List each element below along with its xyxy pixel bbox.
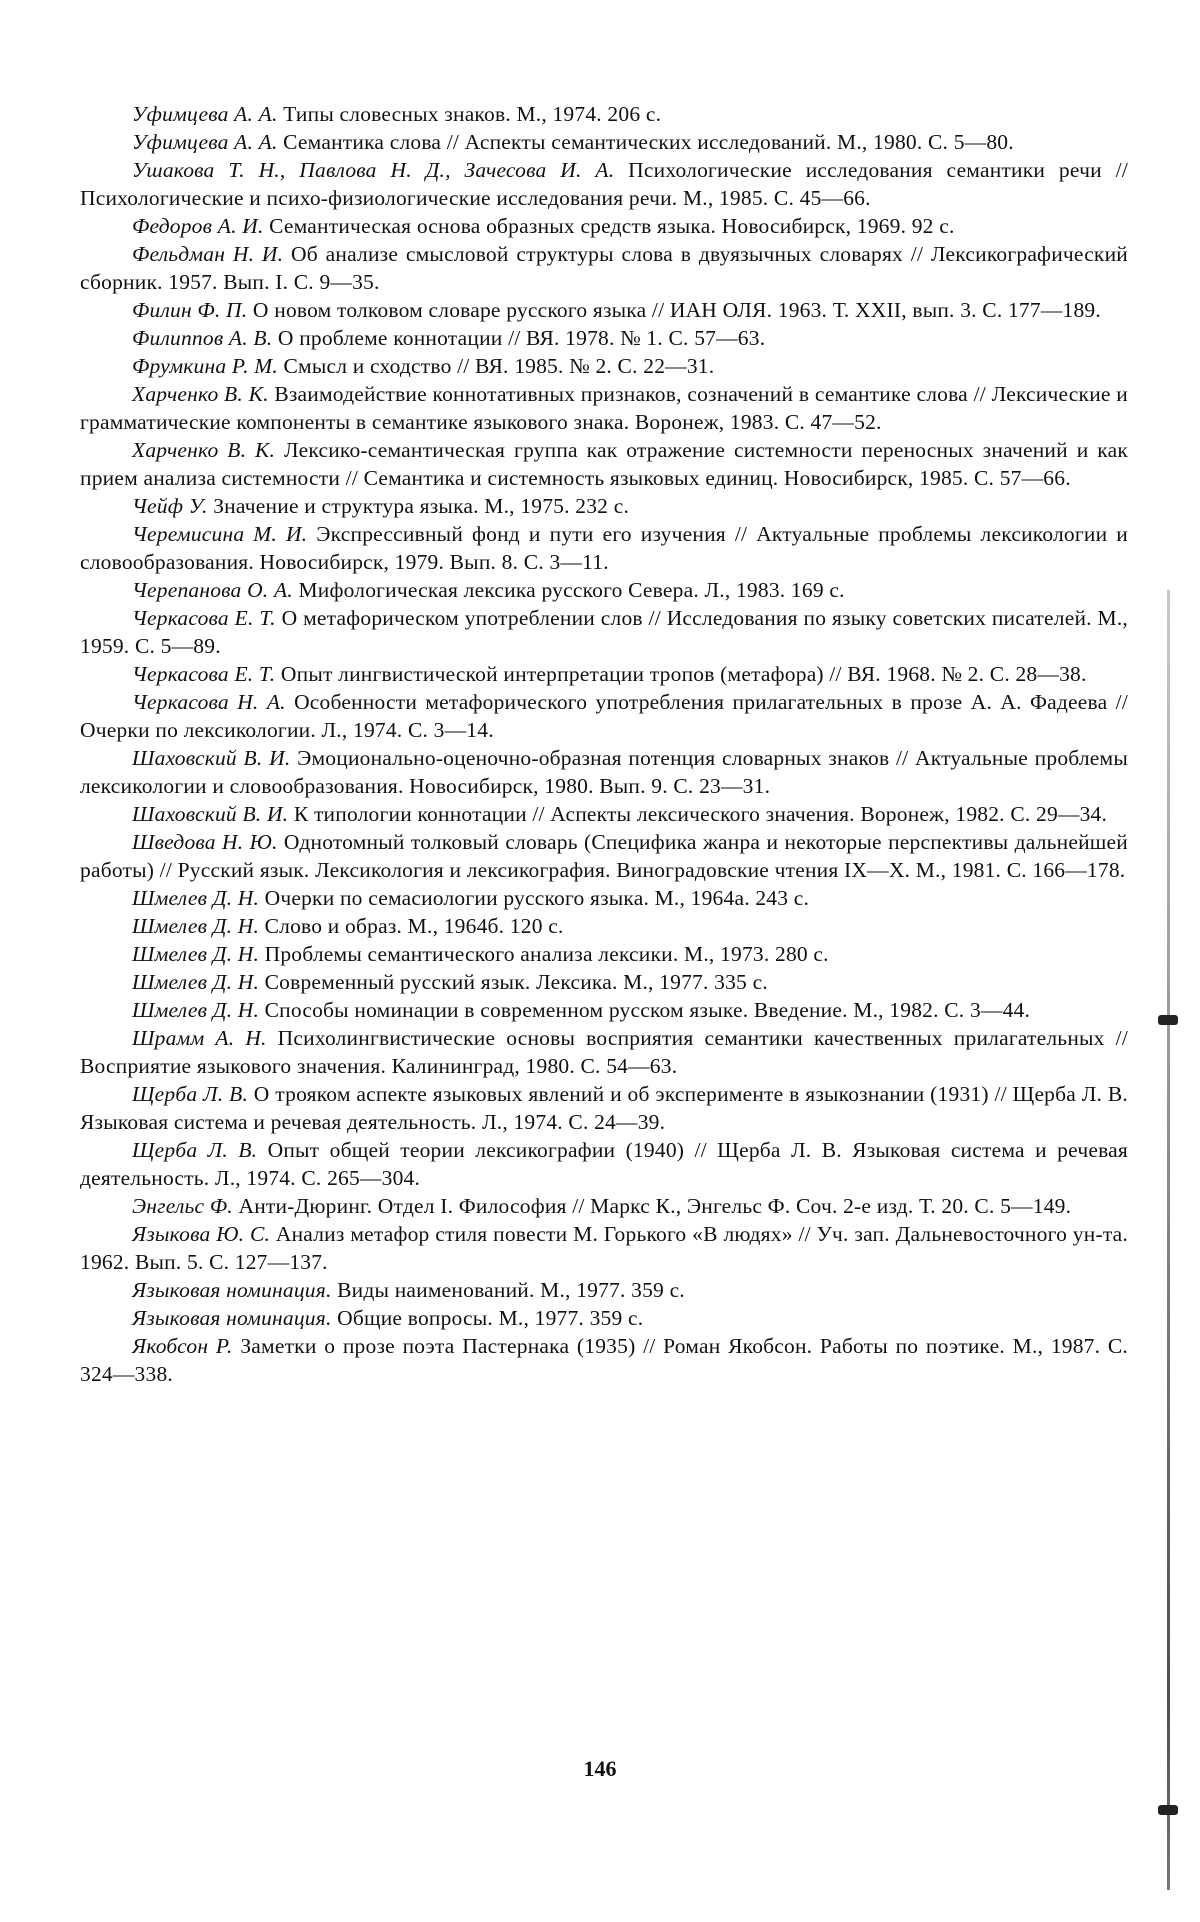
bibliography-entry (80, 1024, 1128, 1080)
entry-author: Уфимцева А. А. (132, 130, 278, 154)
entry-text: Лексико-семантическая группа как отражение системности переносных значений и как прием анализа системности // Семантика и системность языковых единиц. Новосибирск, 1985. С. 57—66. (80, 438, 1128, 490)
entry-author: Черемисина М. И. (132, 522, 308, 546)
entry-author: Шмелев Д. Н. (132, 998, 260, 1022)
entry-text: Способы номинации в современном русском языке. Введение. М., 1982. С. 3—44. (259, 998, 1031, 1022)
bibliography-entry (80, 884, 1128, 912)
bibliography-entry (80, 660, 1128, 688)
bibliography-entry (80, 240, 1128, 296)
entry-text: Анализ метафор стиля повести М. Горького «В людях» // Уч. зап. Дальневосточного ун-та. 1962. Вып. 5. С. 127—137. (80, 1222, 1128, 1274)
entry-author: Филин Ф. П. (132, 298, 248, 322)
entry-author: Шмелев Д. Н. (132, 970, 260, 994)
entry-author: Филиппов А. В. (132, 326, 273, 350)
entry-text: Виды наименований. М., 1977. 359 с. (331, 1278, 685, 1302)
bibliography-entry (80, 352, 1128, 380)
bibliography-entry (80, 968, 1128, 996)
entry-text: Психологические исследования семантики речи // Психологические и психо-физиологические исследования речи. М., 1985. С. 45—66. (80, 158, 1128, 210)
scan-edge-shadow (1167, 590, 1170, 1890)
bibliography-entry (80, 296, 1128, 324)
entry-text: Мифологическая лексика русского Севера. Л., 1983. 169 с. (292, 578, 845, 602)
bibliography-entry (80, 576, 1128, 604)
bibliography-entry (80, 1304, 1128, 1332)
entry-text: Значение и структура языка. М., 1975. 232 с. (207, 494, 630, 518)
bibliography-entry (80, 800, 1128, 828)
entry-text: Смысл и сходство // ВЯ. 1985. № 2. С. 22—31. (277, 354, 715, 378)
bibliography-entry (80, 324, 1128, 352)
bibliography-entry (80, 1192, 1128, 1220)
entry-text: Проблемы семантического анализа лексики. М., 1973. 280 с. (259, 942, 829, 966)
bibliography-entry (80, 156, 1128, 212)
entry-author: Шаховский В. И. (132, 802, 289, 826)
bibliography-entry (80, 828, 1128, 884)
page-number: 146 (583, 1756, 617, 1781)
bibliography-entry (80, 1332, 1128, 1388)
bibliography-entry (80, 912, 1128, 940)
scan-mark (1158, 1015, 1178, 1025)
bibliography-entry (80, 1220, 1128, 1276)
entry-text: О новом толковом словаре русского языка // ИАН ОЛЯ. 1963. Т. XXII, вып. 3. С. 177—189. (247, 298, 1101, 322)
bibliography-entry (80, 436, 1128, 492)
bibliography-list (80, 100, 1128, 1388)
entry-text: Психолингвистические основы восприятия семантики качественных прилагательных // Восприятие языкового значения. Калининград, 1980. С. 54—63. (80, 1026, 1128, 1078)
entry-author: Шаховский В. И. (132, 746, 291, 770)
entry-text: Эмоционально-оценочно-образная потенция словарных знаков // Актуальные проблемы лексикологии и словообразования. Новосибирск, 1980. Вып. 9. С. 23—31. (80, 746, 1128, 798)
scan-mark (1158, 1805, 1178, 1815)
entry-text: Однотомный толковый словарь (Специфика жанра и некоторые перспективы дальнейшей работы) // Русский язык. Лексикология и лексикография. Виноградовские чтения IX—X. М., 1981. С. 166—178. (80, 830, 1128, 882)
bibliography-entry (80, 520, 1128, 576)
entry-text: Опыт общей теории лексикографии (1940) // Щерба Л. В. Языковая система и речевая деятельность. Л., 1974. С. 265—304. (80, 1138, 1128, 1190)
entry-author: Черкасова Е. Т. (132, 662, 276, 686)
entry-author: Чейф У. (132, 494, 208, 518)
entry-text: Современный русский язык. Лексика. М., 1977. 335 с. (259, 970, 768, 994)
bibliography-entry (80, 128, 1128, 156)
entry-author: Фрумкина Р. М. (132, 354, 278, 378)
entry-text: О метафорическом употреблении слов // Исследования по языку советских писателей. М., 1959. С. 5—89. (80, 606, 1128, 658)
entry-text: Семантическая основа образных средств языка. Новосибирск, 1969. 92 с. (263, 214, 955, 238)
entry-author: Ушакова Т. Н., Павлова Н. Д., Зачесова И. А. (132, 158, 615, 182)
entry-text: Особенности метафорического употребления прилагательных в прозе А. А. Фадеева // Очерки по лексикологии. Л., 1974. С. 3—14. (80, 690, 1129, 742)
entry-author: Шведова Н. Ю. (132, 830, 278, 854)
entry-author: Шрамм А. Н. (132, 1026, 267, 1050)
entry-author: Якобсон Р. (132, 1334, 233, 1358)
bibliography-entry (80, 380, 1128, 436)
entry-author: Шмелев Д. Н. (132, 942, 260, 966)
entry-author: Черкасова Н. А. (132, 690, 286, 714)
entry-author: Энгельс Ф. (132, 1194, 233, 1218)
bibliography-entry (80, 940, 1128, 968)
entry-author: Харченко В. К. (132, 382, 269, 406)
entry-text: Очерки по семасиологии русского языка. М., 1964а. 243 с. (259, 886, 810, 910)
entry-text: Об анализе смысловой структуры слова в двуязычных словарях // Лексикографический сборник. 1957. Вып. I. С. 9—35. (80, 242, 1128, 294)
entry-author: Шмелев Д. Н. (132, 914, 260, 938)
entry-text: Семантика слова // Аспекты семантических исследований. М., 1980. С. 5—80. (277, 130, 1014, 154)
bibliography-entry (80, 1080, 1128, 1136)
entry-author: Языкова Ю. С. (132, 1222, 271, 1246)
entry-author: Шмелев Д. Н. (132, 886, 260, 910)
entry-text: Слово и образ. М., 1964б. 120 с. (259, 914, 564, 938)
entry-text: К типологии коннотации // Аспекты лексического значения. Воронеж, 1982. С. 29—34. (288, 802, 1108, 826)
entry-text: Опыт лингвистической интерпретации тропов (метафора) // ВЯ. 1968. № 2. С. 28—38. (275, 662, 1087, 686)
bibliography-entry (80, 996, 1128, 1024)
entry-author: Языковая номинация. (132, 1306, 332, 1330)
entry-text: Взаимодействие коннотативных признаков, созначений в семантике слова // Лексические и грамматические компоненты в семантике языкового знака. Воронеж, 1983. С. 47—52. (80, 382, 1128, 434)
bibliography-entry (80, 492, 1128, 520)
entry-text: Общие вопросы. М., 1977. 359 с. (331, 1306, 644, 1330)
entry-text: Экспрессивный фонд и пути его изучения // Актуальные проблемы лексикологии и словообразования. Новосибирск, 1979. Вып. 8. С. 3—11. (80, 522, 1128, 574)
bibliography-entry (80, 100, 1128, 128)
entry-text: Типы словесных знаков. М., 1974. 206 с. (277, 102, 662, 126)
bibliography-entry (80, 604, 1128, 660)
entry-author: Харченко В. К. (132, 438, 276, 462)
entry-author: Черепанова О. А. (132, 578, 293, 602)
entry-author: Федоров А. И. (132, 214, 264, 238)
entry-author: Щерба Л. В. (132, 1138, 258, 1162)
bibliography-entry (80, 1136, 1128, 1192)
entry-text: Заметки о прозе поэта Пастернака (1935) // Роман Якобсон. Работы по поэтике. М., 1987. С. 324—338. (80, 1334, 1128, 1386)
bibliography-entry (80, 212, 1128, 240)
entry-text: О проблеме коннотации // ВЯ. 1978. № 1. С. 57—63. (272, 326, 766, 350)
entry-author: Языковая номинация. (132, 1278, 332, 1302)
bibliography-entry (80, 1276, 1128, 1304)
entry-text: О трояком аспекте языковых явлений и об эксперименте в языкознании (1931) // Щерба Л. В. Языковая система и речевая деятельность. Л., 1974. С. 24—39. (80, 1082, 1128, 1134)
entry-text: Анти-Дюринг. Отдел I. Философия // Маркс К., Энгельс Ф. Соч. 2-е изд. Т. 20. С. 5—149. (232, 1194, 1072, 1218)
entry-author: Щерба Л. В. (132, 1082, 249, 1106)
entry-author: Фельдман Н. И. (132, 242, 284, 266)
bibliography-entry (80, 688, 1128, 744)
entry-author: Уфимцева А. А. (132, 102, 278, 126)
entry-author: Черкасова Е. Т. (132, 606, 276, 630)
bibliography-entry (80, 744, 1128, 800)
